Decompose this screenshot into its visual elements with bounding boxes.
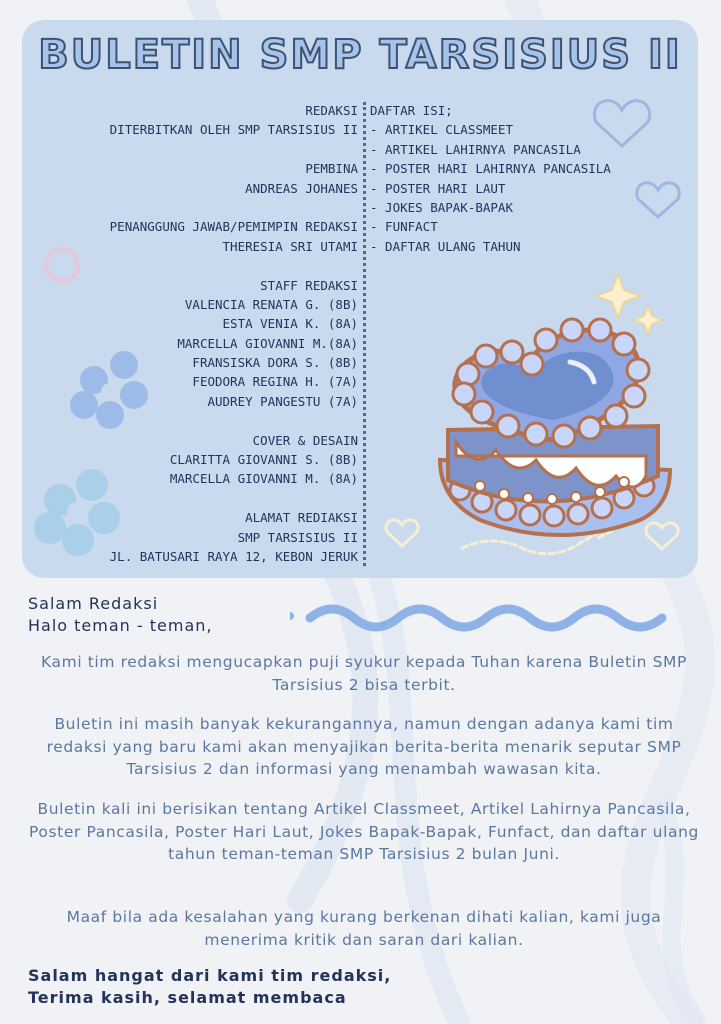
- heart-icon: [386, 520, 418, 546]
- toc-item: - DAFTAR ULANG TAHUN: [370, 238, 521, 254]
- bulletin-title: BULETIN SMP TARSISIUS II: [38, 32, 682, 78]
- credit-line: [32, 489, 358, 508]
- letter-paragraph: Buletin kali ini berisikan tentang Artikel Classmeet, Artikel Lahirnya Pancasila, Poster Pancasila, Poster Hari Laut, Jokes Bapak-Bapak, Funfact, dan daftar ulang tahun teman-teman SMP Tarsisius 2 bulan Juni.: [29, 800, 699, 863]
- credit-line: [32, 411, 358, 430]
- table-of-contents: [370, 101, 690, 256]
- credit-line: FEODORA REGINA H. (7A): [192, 374, 358, 390]
- credit-line: STAFF REDAKSI: [260, 277, 358, 293]
- toc-item: - POSTER HARI LAUT: [370, 180, 506, 196]
- masthead-panel: [22, 20, 698, 578]
- letter-paragraph: Kami tim redaksi mengucapkan puji syukur kepada Tuhan karena Buletin SMP Tarsisius 2 bisa terbit.: [41, 653, 687, 694]
- credit-line: MARCELLA GIOVANNI M. (8A): [169, 471, 358, 487]
- credit-line: [32, 140, 358, 159]
- column-divider: [363, 102, 366, 566]
- heart-cake-illustration: [420, 290, 690, 560]
- credit-line: [32, 198, 358, 217]
- credit-line: REDAKSI: [305, 103, 358, 118]
- greeting-heading: Salam Redaksi: [28, 594, 159, 613]
- toc-item: - ARTIKEL CLASSMEET: [370, 122, 513, 138]
- credit-line: PENANGGUNG JAWAB/PEMIMPIN REDAKSI: [109, 219, 358, 235]
- closing-line: Salam hangat dari kami tim redaksi,: [28, 966, 392, 985]
- credit-line: ESTA VENIA K. (8A): [222, 316, 358, 332]
- toc-item: - POSTER HARI LAHIRNYA PANCASILA: [370, 161, 611, 177]
- credit-line: AUDREY PANGESTU (7A): [207, 393, 358, 409]
- credit-line: DITERBITKAN OLEH SMP TARSISIUS II: [109, 122, 358, 138]
- toc-item: - JOKES BAPAK-BAPAK: [370, 199, 513, 215]
- credit-line: MARCELLA GIOVANNI M.(8A): [177, 335, 358, 351]
- letter-paragraph: Buletin ini masih banyak kekurangannya, namun dengan adanya kami tim redaksi yang baru kami akan menyajikan berita-berita menarik seputar SMP Tarsisius 2 dan informasi yang menambah wawasan kita.: [46, 715, 682, 778]
- toc-heading: DAFTAR ISI;: [370, 103, 453, 118]
- wave-divider-icon: [290, 596, 710, 636]
- toc-item: - FUNFACT: [370, 219, 438, 235]
- credit-line: PEMBINA: [305, 161, 358, 177]
- credit-line: [32, 256, 358, 275]
- credit-line: ANDREAS JOHANES: [245, 180, 358, 196]
- credit-line: FRANSISKA DORA S. (8B): [192, 355, 358, 371]
- toc-item: - ARTIKEL LAHIRNYA PANCASILA: [370, 141, 581, 157]
- credit-line: ALAMAT REDIAKSI: [245, 510, 358, 526]
- credit-line: THERESIA SRI UTAMI: [222, 238, 358, 254]
- closing-line: Terima kasih, selamat membaca: [28, 988, 347, 1007]
- credit-line: VALENCIA RENATA G. (8B): [184, 296, 358, 312]
- credit-line: JL. BATUSARI RAYA 12, KEBON JERUK: [109, 548, 358, 564]
- credit-line: SMP TARSISIUS II: [237, 529, 358, 545]
- credit-line: COVER & DESAIN: [252, 432, 358, 448]
- letter-paragraph: Maaf bila ada kesalahan yang kurang berkenan dihati kalian, kami juga menerima kritik dan saran dari kalian.: [66, 908, 662, 949]
- masthead-credits: [32, 101, 358, 566]
- greeting-salutation: Halo teman - teman,: [28, 616, 213, 635]
- credit-line: CLARITTA GIOVANNI S. (8B): [169, 452, 358, 468]
